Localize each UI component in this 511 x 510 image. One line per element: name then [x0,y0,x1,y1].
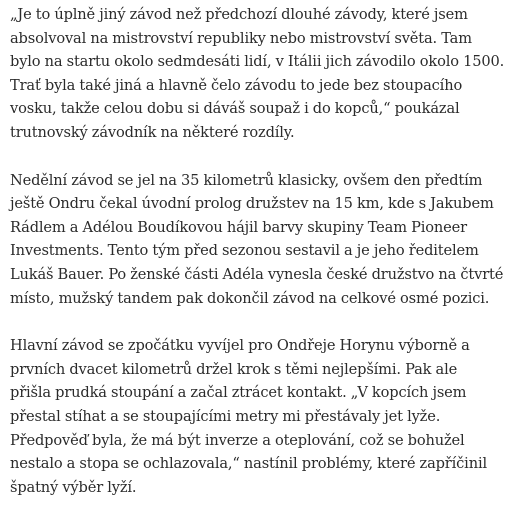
text-line: bylo na startu okolo sedmdesáti lidí, v Itálii jich závodilo okolo 1500. [10,53,505,71]
text-line: přišla prudká stoupání a začal ztrácet kontakt. „V kopcích jsem [10,384,467,402]
text-line: absolvoval na mistrovství republiky nebo mistrovství světa. Tam [10,29,472,47]
text-line: vosku, takže celou dobu si dáváš soupaž i do kopců,“ poukázal [10,100,460,118]
text-line: Předpověď byla, že má být inverze a oteplování, což se bohužel [10,431,465,449]
text-line: Hlavní závod se zpočátku vyvíjel pro Ondřeje Horynu výborně a [10,337,470,355]
paragraph-1 [10,3,503,145]
text-line: prvních dvacet kilometrů držel krok s těmi nejlepšími. Pak ale [10,360,458,378]
paragraph-3 [10,334,503,499]
text-line: špatný výběr lyží. [10,478,137,496]
text-line: přestal stíhat a se stoupajícími metry mi přestávaly jet lyže. [10,407,441,425]
text-line: „Je to úplně jiný závod než předchozí dlouhé závody, které jsem [10,6,468,23]
text-line: trutnovský závodník na některé rozdíly. [10,123,295,141]
text-line: Nedělní závod se jel na 35 kilometrů klasicky, ovšem den předtím [10,171,483,189]
text-line: Lukáš Bauer. Po ženské části Adéla vynesla české družstvo na čtvrté [10,265,504,283]
text-line: nestalo a stopa se ochlazovala,“ nastínil problémy, které zapříčinil [10,455,487,473]
text-line: místo, mužský tandem pak dokončil závod na celkové osmé pozici. [10,289,490,307]
text-line: ještě Ondru čekal úvodní prolog družstev na 15 km, kde s Jakubem [10,195,494,213]
text-line: Trať byla také jiná a hlavně čelo závodu to jede bez stoupacího [10,76,463,94]
text-line: Rádlem a Adélou Boudíkovou hájil barvy skupiny Team Pioneer [10,218,467,236]
text-line: Investments. Tento tým před sezonou sestavil a je jeho ředitelem [10,242,479,260]
paragraph-2 [10,169,503,311]
